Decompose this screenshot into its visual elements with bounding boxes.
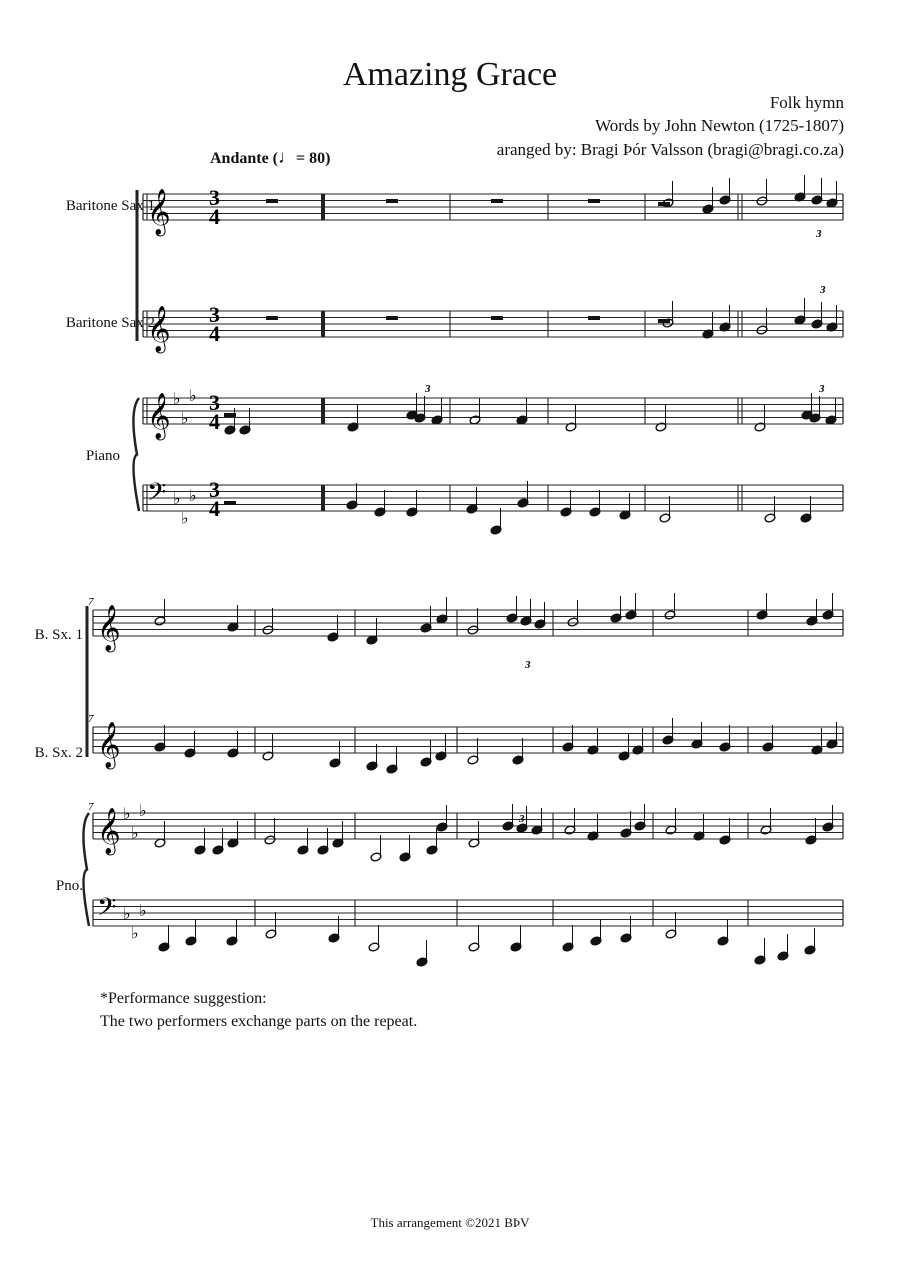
measure-number: 7 [88, 713, 94, 725]
performance-suggestion-heading: *Performance suggestion: [100, 990, 267, 1007]
triplet-mark: 3 [816, 228, 822, 240]
measure-number: 7 [88, 801, 94, 813]
flat-icon: ♭ [139, 900, 147, 920]
triplet-mark: 3 [819, 383, 825, 395]
time-sig-top: 3 [209, 185, 220, 210]
time-sig-top: 3 [209, 302, 220, 327]
half-rest [224, 501, 236, 505]
tempo-label: Andante ( [210, 150, 279, 167]
flat-icon: ♭ [173, 389, 181, 408]
tempo-value: = 80) [296, 150, 331, 167]
barlines [83, 190, 843, 926]
instrument-label-bsx2: Baritone Sax 2 [65, 315, 155, 331]
flat-icon: ♭ [139, 800, 147, 820]
credit-folk-hymn: Folk hymn [769, 93, 844, 112]
treble-clef-icon: 𝄞 [147, 189, 171, 235]
triplet-mark: 3 [425, 383, 431, 395]
time-sig-bottom: 4 [209, 204, 220, 229]
credit-arranger: aranged by: Bragi Þór Valsson (bragi@bragi.co.za) [496, 140, 844, 159]
time-sig-top: 3 [209, 477, 220, 502]
whole-rest [266, 199, 278, 203]
half-rest [224, 413, 236, 417]
time-sig-bottom: 4 [209, 321, 220, 346]
measure-number: 7 [88, 596, 94, 608]
half-rest [658, 319, 670, 323]
time-sig-top: 3 [209, 390, 220, 415]
whole-rest [266, 316, 278, 320]
triplet-mark: 3 [519, 813, 525, 825]
bass-clef-icon: 𝄢 [97, 893, 117, 928]
instrument-label-bsx1-short: B. Sx. 1 [34, 627, 83, 643]
instrument-label-bsx1: Baritone Sax 1 [65, 198, 155, 214]
flat-icon: ♭ [131, 923, 139, 943]
instrument-label-bsx2-short: B. Sx. 2 [34, 745, 83, 761]
credit-words-by: Words by John Newton (1725-1807) [595, 116, 844, 135]
whole-rest [588, 199, 600, 203]
time-sig-bottom: 4 [209, 409, 220, 434]
treble-clef-icon: 𝄞 [97, 605, 121, 651]
flat-icon: ♭ [189, 385, 197, 405]
triplet-mark: 3 [525, 659, 531, 671]
bass-clef-icon: 𝄢 [147, 478, 167, 513]
treble-clef-icon: 𝄞 [97, 722, 121, 768]
instrument-label-piano: Piano [85, 448, 120, 464]
triplet-mark: 3 [820, 284, 826, 296]
quarter-note-icon: ♩ [278, 147, 297, 167]
score-title: Amazing Grace [342, 56, 558, 93]
whole-rest [491, 199, 503, 203]
whole-rest [386, 316, 398, 320]
whole-rest [491, 316, 503, 320]
piano-brace [83, 813, 89, 926]
copyright-notice: This arrangement ©2021 BÞV [370, 1215, 530, 1230]
treble-clef-icon: 𝄞 [97, 808, 121, 854]
treble-clef-icon: 𝄞 [147, 306, 171, 352]
flat-icon: ♭ [131, 823, 139, 843]
staff-lines [93, 194, 843, 926]
flat-icon: ♭ [181, 408, 189, 428]
whole-rest [386, 199, 398, 203]
piano-brace [133, 398, 139, 511]
whole-rest [588, 316, 600, 320]
clefs [97, 189, 197, 943]
instrument-label-piano-short: Pno. [55, 878, 83, 894]
flat-icon: ♭ [123, 804, 131, 823]
half-rest [658, 202, 670, 206]
notes [154, 175, 838, 967]
treble-clef-icon: 𝄞 [147, 393, 171, 439]
flat-icon: ♭ [181, 508, 189, 528]
performance-suggestion-text: The two performers exchange parts on the repeat. [100, 1013, 418, 1030]
time-sig-bottom: 4 [209, 496, 220, 521]
flat-icon: ♭ [189, 485, 197, 505]
flat-icon: ♭ [123, 904, 131, 923]
flat-icon: ♭ [173, 489, 181, 508]
